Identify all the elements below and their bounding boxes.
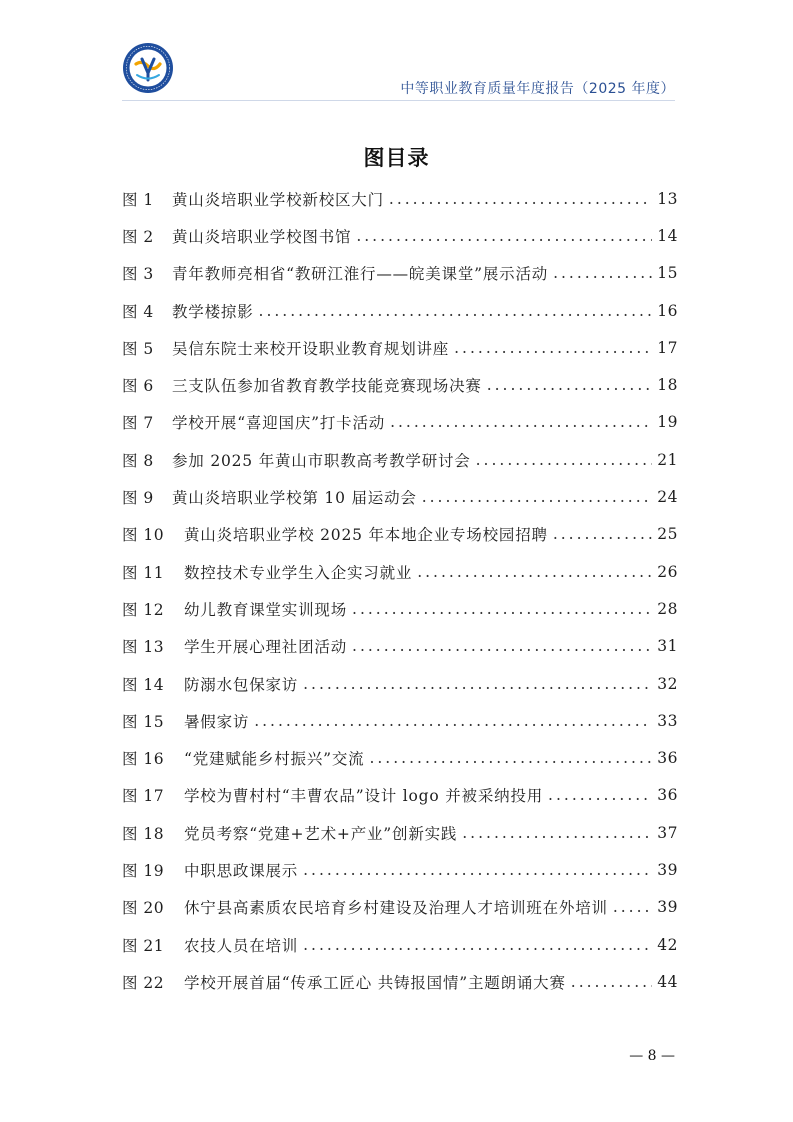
toc-dot-leader — [571, 973, 652, 991]
toc-entry-page: 39 — [657, 860, 678, 879]
toc-entry-page: 28 — [657, 599, 678, 618]
toc-entry-title: 学校开展首届“传承工匠心 共铸报国情”主题朗诵大赛 — [184, 973, 566, 992]
toc-entry-number: 图 18 — [122, 824, 165, 843]
toc-title: 图目录 — [363, 146, 430, 170]
toc-entry-number: 图 21 — [122, 936, 165, 955]
toc-entry-title: 三支队伍参加省教育教学技能竞赛现场决赛 — [172, 377, 482, 396]
toc-dot-leader — [352, 600, 652, 618]
toc-entry-number: 图 6 — [122, 377, 154, 396]
toc-dot-leader — [548, 786, 652, 804]
toc-entry-title: 数控技术专业学生入企实习就业 — [184, 563, 413, 582]
toc-entry[interactable] — [122, 702, 678, 739]
page-number: — 8 — — [629, 1048, 675, 1064]
toc-entry-title: 黄山炎培职业学校新校区大门 — [172, 190, 384, 209]
toc-dot-leader — [454, 339, 652, 357]
toc-dot-leader — [303, 861, 652, 879]
toc-entry-title: 中职思政课展示 — [184, 861, 299, 880]
toc-dot-leader — [352, 637, 652, 655]
toc-entry[interactable] — [122, 926, 678, 963]
toc-entry-title: 参加 2025 年黄山市职教高考教学研讨会 — [172, 451, 471, 470]
toc-entry[interactable] — [122, 889, 678, 926]
toc-entry-page: 26 — [657, 562, 678, 581]
toc-entry[interactable] — [122, 665, 678, 702]
header-divider — [122, 100, 675, 101]
toc-dot-leader — [476, 451, 653, 469]
toc-entry-page: 16 — [657, 301, 678, 320]
toc-entry[interactable] — [122, 217, 678, 254]
toc-entry-number: 图 10 — [122, 526, 165, 545]
toc-entry-number: 图 17 — [122, 787, 165, 806]
toc-entry-title: 黄山炎培职业学校第 10 届运动会 — [172, 489, 417, 508]
toc-dot-leader — [303, 936, 652, 954]
toc-entry-title: 休宁县高素质农民培育乡村建设及治理人才培训班在外培训 — [184, 899, 608, 918]
toc-dot-leader — [303, 675, 652, 693]
toc-entry[interactable] — [122, 553, 678, 590]
toc-entry-page: 13 — [657, 189, 678, 208]
toc-entry-page: 14 — [657, 226, 678, 245]
toc-entry-page: 17 — [657, 338, 678, 357]
toc-entry[interactable] — [122, 255, 678, 292]
toc-dot-leader — [462, 824, 652, 842]
figure-list — [122, 180, 678, 1001]
toc-entry-page: 32 — [657, 674, 678, 693]
toc-entry-title: 党员考察“党建+艺术+产业”创新实践 — [184, 824, 458, 843]
report-header-title: 中等职业教育质量年度报告（2025 年度） — [400, 81, 675, 97]
toc-entry-page: 37 — [657, 823, 678, 842]
toc-entry-number: 图 7 — [122, 414, 154, 433]
toc-entry-page: 36 — [657, 749, 678, 768]
toc-entry-page: 15 — [657, 264, 678, 283]
toc-dot-leader — [356, 227, 652, 245]
toc-entry-page: 19 — [657, 413, 678, 432]
toc-entry[interactable] — [122, 404, 678, 441]
toc-entry-title: 农技人员在培训 — [184, 936, 299, 955]
toc-entry[interactable] — [122, 292, 678, 329]
toc-dot-leader — [487, 376, 653, 394]
toc-entry-number: 图 22 — [122, 973, 165, 992]
toc-entry[interactable] — [122, 739, 678, 776]
toc-entry-title: 青年教师亮相省“教研江淮行——皖美课堂”展示活动 — [172, 265, 549, 284]
toc-entry[interactable] — [122, 851, 678, 888]
toc-entry[interactable] — [122, 777, 678, 814]
toc-entry-number: 图 15 — [122, 712, 165, 731]
toc-entry-number: 图 5 — [122, 339, 154, 358]
toc-entry-number: 图 16 — [122, 750, 165, 769]
toc-entry-number: 图 3 — [122, 265, 154, 284]
toc-dot-leader — [613, 898, 652, 916]
toc-entry[interactable] — [122, 963, 678, 1000]
toc-entry-title: 学校为曹村村“丰曹农品”设计 logo 并被采纳投用 — [184, 787, 544, 806]
toc-entry-title: 黄山炎培职业学校 2025 年本地企业专场校园招聘 — [184, 526, 548, 545]
toc-entry-number: 图 8 — [122, 451, 154, 470]
toc-entry-title: 学生开展心理社团活动 — [184, 638, 348, 657]
toc-dot-leader — [254, 712, 652, 730]
toc-entry-number: 图 13 — [122, 638, 165, 657]
toc-entry[interactable] — [122, 329, 678, 366]
toc-entry-page: 44 — [657, 972, 678, 991]
toc-dot-leader — [369, 749, 652, 767]
toc-entry-title: 学校开展“喜迎国庆”打卡活动 — [172, 414, 386, 433]
toc-dot-leader — [389, 190, 652, 208]
toc-entry-number: 图 11 — [122, 563, 165, 582]
toc-entry-title: 防溺水包保家访 — [184, 675, 299, 694]
toc-entry-page: 21 — [657, 450, 678, 469]
toc-entry-title: 幼儿教育课堂实训现场 — [184, 600, 348, 619]
toc-entry[interactable] — [122, 478, 678, 515]
toc-entry[interactable] — [122, 590, 678, 627]
toc-entry-title: 教学楼掠影 — [172, 302, 254, 321]
toc-entry[interactable] — [122, 366, 678, 403]
toc-entry[interactable] — [122, 516, 678, 553]
toc-entry[interactable] — [122, 180, 678, 217]
toc-entry-title: 黄山炎培职业学校图书馆 — [172, 227, 352, 246]
toc-entry-number: 图 1 — [122, 190, 154, 209]
toc-entry-page: 42 — [657, 935, 678, 954]
toc-entry-title: “党建赋能乡村振兴”交流 — [184, 750, 365, 769]
toc-entry-number: 图 12 — [122, 600, 165, 619]
toc-entry-title: 暑假家访 — [184, 712, 250, 731]
toc-entry-number: 图 2 — [122, 227, 154, 246]
toc-entry-title: 吴信东院士来校开设职业教育规划讲座 — [172, 339, 450, 358]
toc-entry[interactable] — [122, 441, 678, 478]
toc-entry-page: 33 — [657, 711, 678, 730]
toc-entry[interactable] — [122, 814, 678, 851]
toc-dot-leader — [417, 563, 652, 581]
toc-entry[interactable] — [122, 628, 678, 665]
toc-dot-leader — [390, 413, 652, 431]
school-emblem-icon — [122, 42, 174, 94]
toc-dot-leader — [553, 264, 652, 282]
toc-entry-page: 36 — [657, 786, 678, 805]
toc-entry-number: 图 19 — [122, 861, 165, 880]
toc-dot-leader — [553, 525, 652, 543]
toc-entry-page: 24 — [657, 488, 678, 507]
toc-entry-number: 图 4 — [122, 302, 154, 321]
toc-entry-number: 图 14 — [122, 675, 165, 694]
toc-entry-page: 31 — [657, 637, 678, 656]
toc-entry-page: 39 — [657, 898, 678, 917]
toc-dot-leader — [422, 488, 653, 506]
toc-entry-number: 图 20 — [122, 899, 165, 918]
toc-entry-page: 25 — [657, 525, 678, 544]
toc-entry-number: 图 9 — [122, 489, 154, 508]
toc-dot-leader — [259, 302, 653, 320]
toc-entry-page: 18 — [657, 376, 678, 395]
